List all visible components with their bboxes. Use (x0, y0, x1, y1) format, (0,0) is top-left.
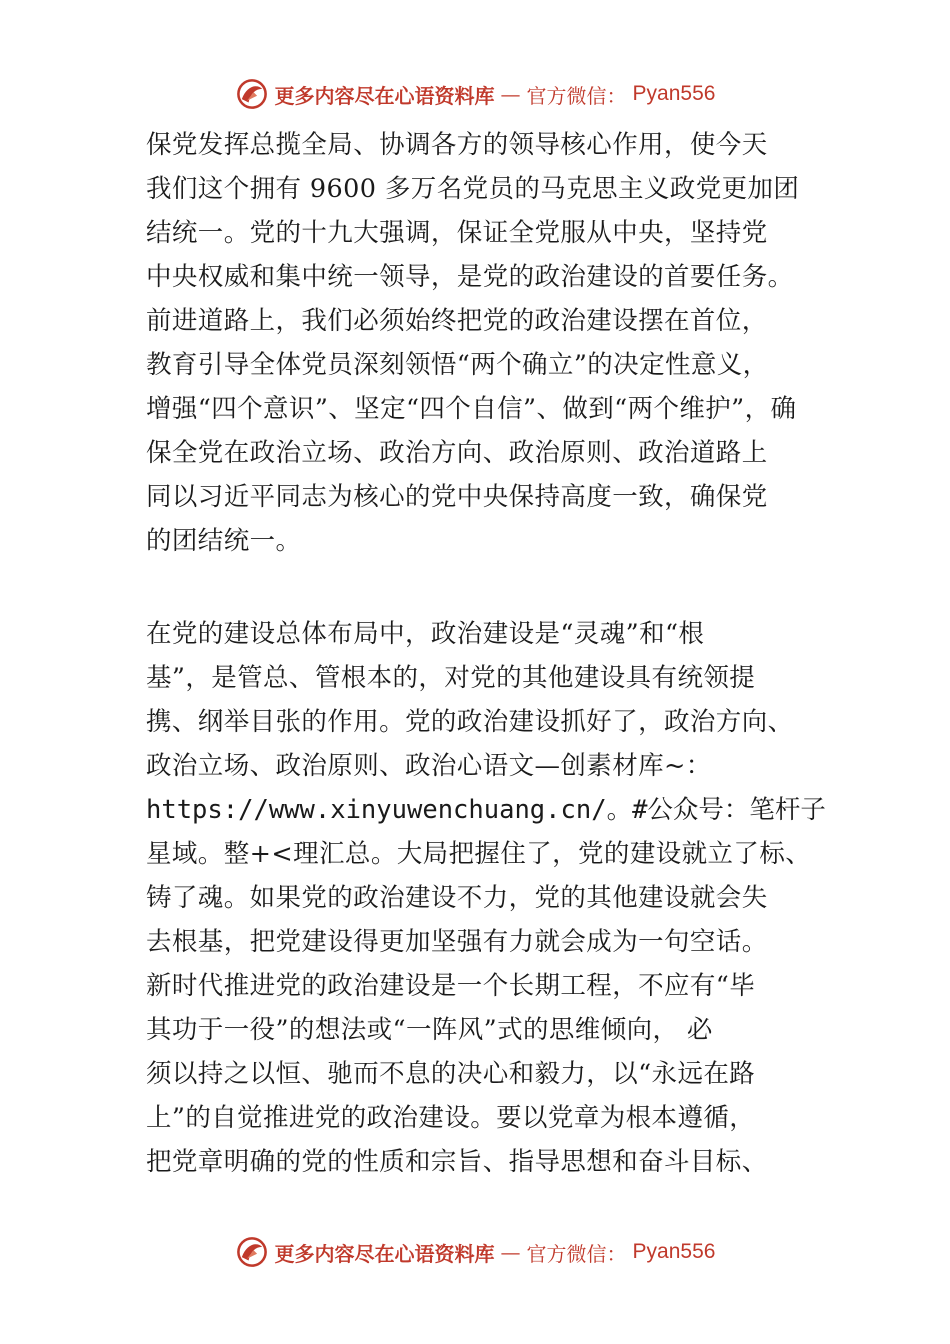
text-line: 中央权威和集中统一领导，是党的政治建设的首要任务。 (146, 262, 794, 292)
text-line: 我们这个拥有 9600 多万名党员的马克思主义政党更加团 (146, 174, 800, 204)
wechat-label: 官方微信： (526, 1241, 627, 1266)
circle-swirl-logo-icon (235, 1235, 269, 1269)
text-line: 上”的自觉推进党的政治建设。要以党章为根本遵循， (146, 1103, 756, 1133)
text-line: 在党的建设总体布局中，政治建设是“灵魂”和“根 (146, 619, 705, 649)
banner-title: 更多内容尽在心语资料库 (274, 83, 495, 108)
text-line: 新时代推进党的政治建设是一个长期工程，不应有“毕 (146, 971, 756, 1001)
text-line: 保全党在政治立场、政治方向、政治原则、政治道路上 (146, 438, 768, 468)
text-line: 把党章明确的党的性质和宗旨、指导思想和奋斗目标、 (146, 1147, 768, 1177)
text-line: 基”，是管总、管根本的，对党的其他建设具有统领提 (146, 663, 756, 693)
banner-separator: — (500, 1240, 521, 1264)
text-line: 铸了魂。如果党的政治建设不力，党的其他建设就会失 (146, 883, 768, 913)
text-line: 教育引导全体党员深刻领悟“两个确立”的决定性意义， (146, 350, 769, 380)
banner-title: 更多内容尽在心语资料库 (274, 1241, 495, 1266)
wechat-label: 官方微信： (526, 83, 627, 108)
header-banner (0, 74, 950, 114)
paragraph-2 (146, 612, 836, 1184)
text-line: 星域。整+<理汇总。大局把握住了，党的建设就立了标、 (146, 839, 812, 869)
text-line: 结统一。党的十九大强调，保证全党服从中央，坚持党 (146, 218, 768, 248)
text-line: 携、纲举目张的作用。党的政治建设抓好了，政治方向、 (146, 707, 794, 737)
wechat-id: Pyan556 (632, 1240, 716, 1263)
text-line: 的团结统一。 (146, 526, 302, 556)
wechat-id: Pyan556 (632, 82, 716, 105)
text-line: 保党发挥总揽全局、协调各方的领导核心作用，使今天 (146, 130, 768, 160)
text-line: 增强“四个意识”、坚定“四个自信”、做到“两个维护”，确 (146, 394, 797, 424)
footer-banner (0, 1232, 950, 1272)
circle-swirl-logo-icon (235, 77, 269, 111)
banner-separator: — (500, 82, 521, 106)
text-line: 其功于一役”的想法或“一阵风”式的思维倾向， 必 (146, 1015, 713, 1045)
text-line: 须以持之以恒、驰而不息的决心和毅力，以“永远在路 (146, 1059, 756, 1089)
text-line: 前进道路上，我们必须始终把党的政治建设摆在首位， (146, 306, 768, 336)
url-line: https://www.xinyuwenchuang.cn/。#公众号：笔杆子 (146, 795, 826, 825)
paragraph-1 (146, 123, 836, 563)
text-line: 去根基，把党建设得更加坚强有力就会成为一句空话。 (146, 927, 768, 957)
text-line: 同以习近平同志为核心的党中央保持高度一致，确保党 (146, 482, 768, 512)
text-line: 政治立场、政治原则、政治心语文—创素材库~： (146, 751, 712, 781)
